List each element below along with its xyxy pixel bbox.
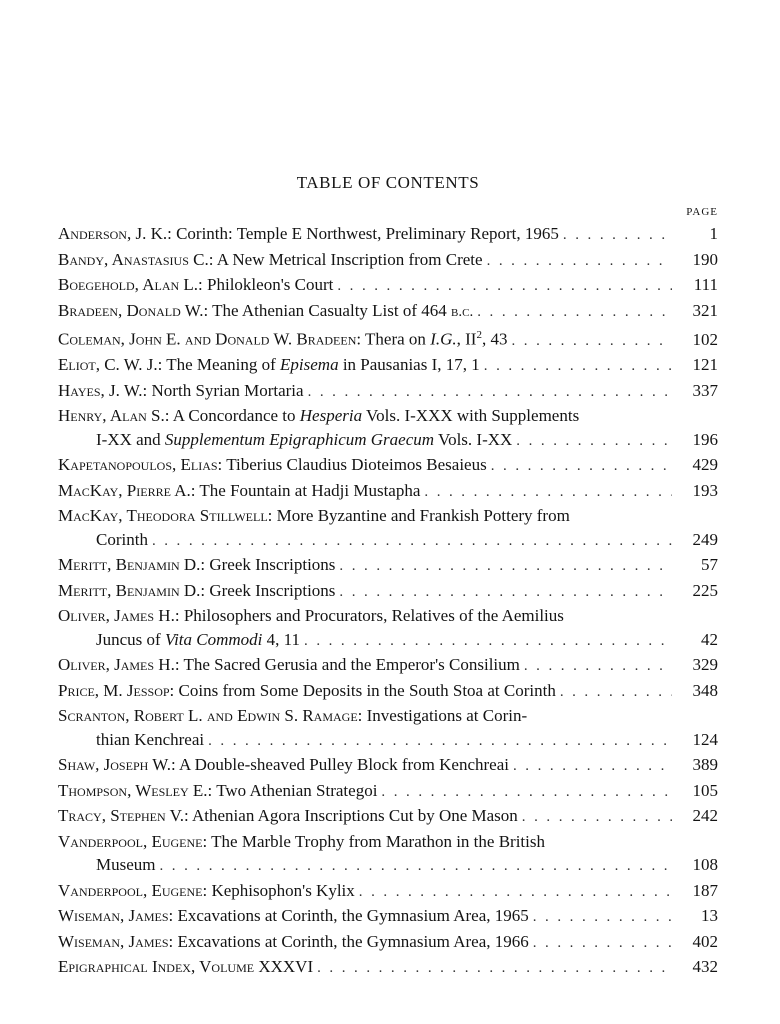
toc-title: I-XX and bbox=[96, 429, 165, 449]
toc-title: A New Metrical Inscription from Crete bbox=[213, 249, 483, 269]
toc-author: Scranton, Robert L. and Edwin S. Ramage: bbox=[58, 706, 363, 726]
toc-entry-text bbox=[58, 248, 483, 272]
toc-entry-text bbox=[58, 404, 579, 428]
toc-title-tail: in Pausanias I, 17, 1 bbox=[338, 355, 480, 375]
toc-author: Meritt, Benjamin D.: bbox=[58, 580, 206, 600]
toc-entry-text bbox=[58, 379, 304, 403]
toc-entry-text bbox=[58, 804, 518, 828]
toc-page-number: 13 bbox=[701, 906, 718, 926]
dot-leader bbox=[560, 681, 672, 705]
toc-title: thian Kenchreai bbox=[96, 729, 205, 749]
toc-entry bbox=[58, 404, 718, 453]
toc-page-number: 121 bbox=[692, 355, 718, 375]
toc-entry-line bbox=[58, 904, 718, 930]
toc-page-number: 389 bbox=[692, 755, 718, 775]
toc-entry bbox=[58, 830, 718, 879]
toc-entry bbox=[58, 955, 718, 981]
toc-entry bbox=[58, 930, 718, 956]
toc-entry bbox=[58, 379, 718, 405]
toc-entry-line bbox=[58, 273, 718, 299]
toc-page-number: 429 bbox=[692, 455, 718, 475]
toc-page-number: 321 bbox=[692, 300, 718, 320]
toc-page-number: 105 bbox=[692, 780, 718, 800]
toc-title: Coins from Some Deposits in the South Stoa at Corinth bbox=[174, 680, 556, 700]
toc-entry bbox=[58, 753, 718, 779]
toc-entry-continuation bbox=[58, 853, 718, 879]
toc-title: The Sacred Gerusia and the Emperor's Consilium bbox=[179, 655, 520, 675]
dot-leader bbox=[317, 957, 672, 981]
toc-entry-line bbox=[58, 830, 718, 854]
toc-entry-text bbox=[58, 353, 480, 377]
dot-leader bbox=[516, 430, 672, 454]
toc-author: Kapetanopoulos, Elias: bbox=[58, 455, 223, 475]
toc-title: Athenian Agora Inscriptions Cut by One Mason bbox=[188, 806, 518, 826]
toc-entry-text bbox=[58, 753, 509, 777]
toc-entry-continuation bbox=[58, 628, 718, 654]
toc-entry-line bbox=[58, 404, 718, 428]
dot-leader bbox=[533, 932, 672, 956]
toc-entry-continuation bbox=[58, 428, 718, 454]
toc-title-smallcaps: b.c. bbox=[451, 303, 474, 320]
toc-entry bbox=[58, 704, 718, 753]
toc-entry-text bbox=[58, 653, 520, 677]
dot-leader bbox=[477, 301, 672, 325]
toc-entry bbox=[58, 353, 718, 379]
toc-author: Meritt, Benjamin D.: bbox=[58, 555, 206, 575]
toc-entry bbox=[58, 553, 718, 579]
toc-author: Henry, Alan S.: bbox=[58, 406, 170, 426]
toc-entry bbox=[58, 299, 718, 325]
toc-title: Museum bbox=[96, 855, 156, 875]
toc-entry bbox=[58, 324, 718, 353]
toc-author: Vanderpool, Eugene: bbox=[58, 831, 208, 851]
toc-entry-line bbox=[58, 804, 718, 830]
toc-entry-text bbox=[96, 528, 148, 552]
dot-leader bbox=[484, 355, 672, 379]
dot-leader bbox=[339, 555, 672, 579]
dot-leader bbox=[491, 455, 672, 479]
toc-page-number: 337 bbox=[692, 380, 718, 400]
toc-entry-line bbox=[58, 779, 718, 805]
toc-entry-line bbox=[58, 955, 718, 981]
toc-page-number: 111 bbox=[693, 275, 718, 294]
toc-author: Wiseman, James: bbox=[58, 906, 174, 926]
page-column-label: PAGE bbox=[686, 206, 718, 218]
toc-entry-text bbox=[58, 479, 420, 503]
toc-title-italic: Vita Commodi bbox=[164, 629, 263, 649]
toc-entry-line bbox=[58, 930, 718, 956]
toc-page-number: 402 bbox=[692, 931, 718, 951]
toc-title: The Athenian Casualty List of 464 bbox=[208, 300, 452, 320]
toc-title: A Concordance to bbox=[169, 406, 300, 426]
toc-title-tail: Vols. I-XX bbox=[434, 429, 513, 449]
toc-page-number: 190 bbox=[692, 249, 718, 269]
toc-entry-line bbox=[58, 504, 718, 528]
toc-page-number: 124 bbox=[692, 729, 718, 749]
toc-page-number: 57 bbox=[701, 555, 718, 575]
toc-page-number: 242 bbox=[692, 806, 718, 826]
toc-author: Shaw, Joseph W.: bbox=[58, 755, 176, 775]
toc-entry-continuation bbox=[58, 728, 718, 754]
toc-title-tail: 4, 11 bbox=[262, 629, 301, 649]
toc-entry bbox=[58, 904, 718, 930]
toc-author: Hayes, J. W.: bbox=[58, 380, 148, 400]
toc-title: The Meaning of bbox=[162, 355, 281, 375]
toc-entry bbox=[58, 579, 718, 605]
toc-entry bbox=[58, 779, 718, 805]
toc-entry-text bbox=[58, 273, 333, 297]
toc-page-number: 193 bbox=[692, 480, 718, 500]
toc-entry-line bbox=[58, 324, 718, 353]
dot-leader bbox=[533, 906, 672, 930]
toc-entry-line bbox=[58, 248, 718, 274]
dot-leader bbox=[308, 381, 672, 405]
toc-title: Juncus of bbox=[96, 629, 165, 649]
toc-entry-text bbox=[96, 628, 300, 652]
toc-title-italic: Supplementum Epigraphicum Graecum bbox=[164, 429, 435, 449]
dot-leader bbox=[563, 224, 672, 248]
toc-author: Coleman, John E. and Donald W. Bradeen: bbox=[58, 329, 362, 349]
toc-title: A Double-sheaved Pulley Block from Kenchreai bbox=[175, 755, 509, 775]
toc-title: Tiberius Claudius Dioteimos Besaieus bbox=[222, 455, 487, 475]
toc-title: Investigations at Corin- bbox=[362, 706, 528, 726]
toc-entry-text bbox=[58, 299, 473, 325]
toc-superscript: 2 bbox=[476, 329, 482, 341]
toc-page-number: 225 bbox=[692, 580, 718, 600]
toc-title: Philokleon's Court bbox=[202, 275, 334, 294]
dot-leader bbox=[511, 330, 672, 354]
toc-entry-text bbox=[58, 904, 529, 928]
toc-title: Thera on bbox=[361, 329, 431, 349]
toc-page-number: 102 bbox=[692, 329, 718, 349]
toc-entry-text bbox=[58, 504, 570, 528]
toc-entry-line bbox=[58, 704, 718, 728]
toc-entry bbox=[58, 804, 718, 830]
toc-entry-text bbox=[58, 830, 545, 854]
dot-leader bbox=[513, 755, 672, 779]
toc-page-number: 329 bbox=[692, 655, 718, 675]
dot-leader bbox=[152, 530, 672, 554]
toc-entry-text bbox=[58, 704, 527, 728]
toc-author: Thompson, Wesley E.: bbox=[58, 780, 213, 800]
toc-title: Two Athenian Strategoi bbox=[212, 780, 378, 800]
toc-entry-line bbox=[58, 479, 718, 505]
toc-author: Tracy, Stephen V.: bbox=[58, 806, 189, 826]
toc-entry-text bbox=[58, 930, 529, 954]
toc-title: Kephisophon's Kylix bbox=[207, 880, 355, 900]
toc-title-italic: I.G. bbox=[430, 329, 457, 349]
toc-author: Oliver, James H.: bbox=[58, 655, 180, 675]
toc-entry-text bbox=[58, 222, 559, 246]
toc-entry-text bbox=[58, 553, 335, 577]
toc-entry-line bbox=[58, 379, 718, 405]
toc-page-number: 196 bbox=[692, 429, 718, 449]
toc-entry-line bbox=[58, 579, 718, 605]
toc-author: MacKay, Theodora Stillwell: bbox=[58, 506, 273, 526]
toc-title: Excavations at Corinth, the Gymnasium Area, 1966 bbox=[173, 931, 529, 951]
toc-title-tail: , II bbox=[456, 329, 477, 349]
toc-entry-text bbox=[58, 604, 564, 628]
toc-title: The Fountain at Hadji Mustapha bbox=[195, 480, 421, 500]
toc-entry bbox=[58, 879, 718, 905]
toc-title: Philosophers and Procurators, Relatives of the Aemilius bbox=[179, 606, 564, 626]
toc-page-number: 187 bbox=[692, 880, 718, 900]
toc-page-number: 432 bbox=[692, 957, 718, 977]
toc-page-number: 348 bbox=[692, 680, 718, 700]
toc-title: Corinth: Temple E Northwest, Preliminary Report, 1965 bbox=[171, 224, 559, 243]
toc-entry-text bbox=[58, 779, 377, 803]
toc-author: Eliot, C. W. J.: bbox=[58, 355, 163, 375]
toc-entry-text bbox=[58, 679, 556, 703]
toc-entry-text bbox=[96, 853, 156, 877]
toc-entry-line bbox=[58, 553, 718, 579]
toc-author: Anderson, J. K.: bbox=[58, 224, 172, 243]
toc-entry-text bbox=[58, 453, 487, 477]
toc-entry-text bbox=[58, 579, 335, 603]
toc-entry bbox=[58, 504, 718, 553]
toc-entry-text bbox=[96, 428, 512, 452]
toc-entry bbox=[58, 604, 718, 653]
toc-entry bbox=[58, 679, 718, 705]
toc-entry-text bbox=[58, 879, 355, 903]
toc-author: Bradeen, Donald W.: bbox=[58, 300, 209, 320]
toc-entry-text bbox=[58, 324, 507, 351]
toc-entry-line bbox=[58, 299, 718, 325]
toc-author: Vanderpool, Eugene: bbox=[58, 880, 208, 900]
toc-author: MacKay, Pierre A.: bbox=[58, 480, 196, 500]
toc-page-number: 108 bbox=[692, 855, 718, 875]
toc-author: Price, M. Jessop: bbox=[58, 680, 175, 700]
dot-leader bbox=[424, 481, 672, 505]
dot-leader bbox=[339, 581, 672, 605]
toc-entry bbox=[58, 653, 718, 679]
toc-page-number: 249 bbox=[692, 529, 718, 549]
toc-title: Excavations at Corinth, the Gymnasium Area, 1965 bbox=[173, 906, 529, 926]
toc-page-number: 42 bbox=[701, 629, 718, 649]
toc-title-tail: Vols. I-XXX with Supplements bbox=[362, 406, 580, 426]
dot-leader bbox=[381, 781, 672, 805]
toc-entry-text bbox=[58, 955, 313, 979]
toc-list bbox=[58, 222, 718, 981]
toc-entry bbox=[58, 248, 718, 274]
toc-entry-line bbox=[58, 453, 718, 479]
toc-title: More Byzantine and Frankish Pottery from bbox=[272, 506, 570, 526]
toc-title: Greek Inscriptions bbox=[205, 580, 336, 600]
dot-leader bbox=[337, 275, 672, 299]
toc-author: Bandy, Anastasius C.: bbox=[58, 249, 214, 269]
toc-entry-line bbox=[58, 653, 718, 679]
page-title: TABLE OF CONTENTS bbox=[296, 173, 480, 192]
toc-entry-continuation bbox=[58, 528, 718, 554]
toc-entry-line bbox=[58, 353, 718, 379]
toc-title: North Syrian Mortaria bbox=[147, 380, 304, 400]
dot-leader bbox=[304, 630, 672, 654]
toc-entry bbox=[58, 273, 718, 299]
toc-entry-line bbox=[58, 879, 718, 905]
toc-entry-line bbox=[58, 753, 718, 779]
toc-title-italic: Hesperia bbox=[299, 406, 363, 426]
toc-entry-line bbox=[58, 222, 718, 248]
toc-entry bbox=[58, 453, 718, 479]
toc-author: Boegehold, Alan L.: bbox=[58, 275, 203, 294]
toc-title: The Marble Trophy from Marathon in the British bbox=[207, 831, 545, 851]
toc-title-tail: , 43 bbox=[481, 329, 508, 349]
dot-leader bbox=[359, 881, 672, 905]
dot-leader bbox=[524, 655, 672, 679]
dot-leader bbox=[487, 250, 672, 274]
dot-leader bbox=[208, 730, 672, 754]
toc-author: Wiseman, James: bbox=[58, 931, 174, 951]
toc-entry-text bbox=[96, 728, 204, 752]
toc-entry-line bbox=[58, 604, 718, 628]
toc-entry bbox=[58, 222, 718, 248]
toc-entry bbox=[58, 479, 718, 505]
toc-author: Epigraphical Index, Volume XXXVI bbox=[58, 957, 314, 977]
toc-title: Greek Inscriptions bbox=[205, 555, 336, 575]
toc-entry-line bbox=[58, 679, 718, 705]
toc-page-number: 1 bbox=[709, 224, 718, 243]
toc-title: Corinth bbox=[96, 529, 148, 549]
dot-leader bbox=[160, 855, 673, 879]
toc-title-italic: Episema bbox=[280, 355, 339, 375]
dot-leader bbox=[522, 806, 672, 830]
toc-author: Oliver, James H.: bbox=[58, 606, 180, 626]
